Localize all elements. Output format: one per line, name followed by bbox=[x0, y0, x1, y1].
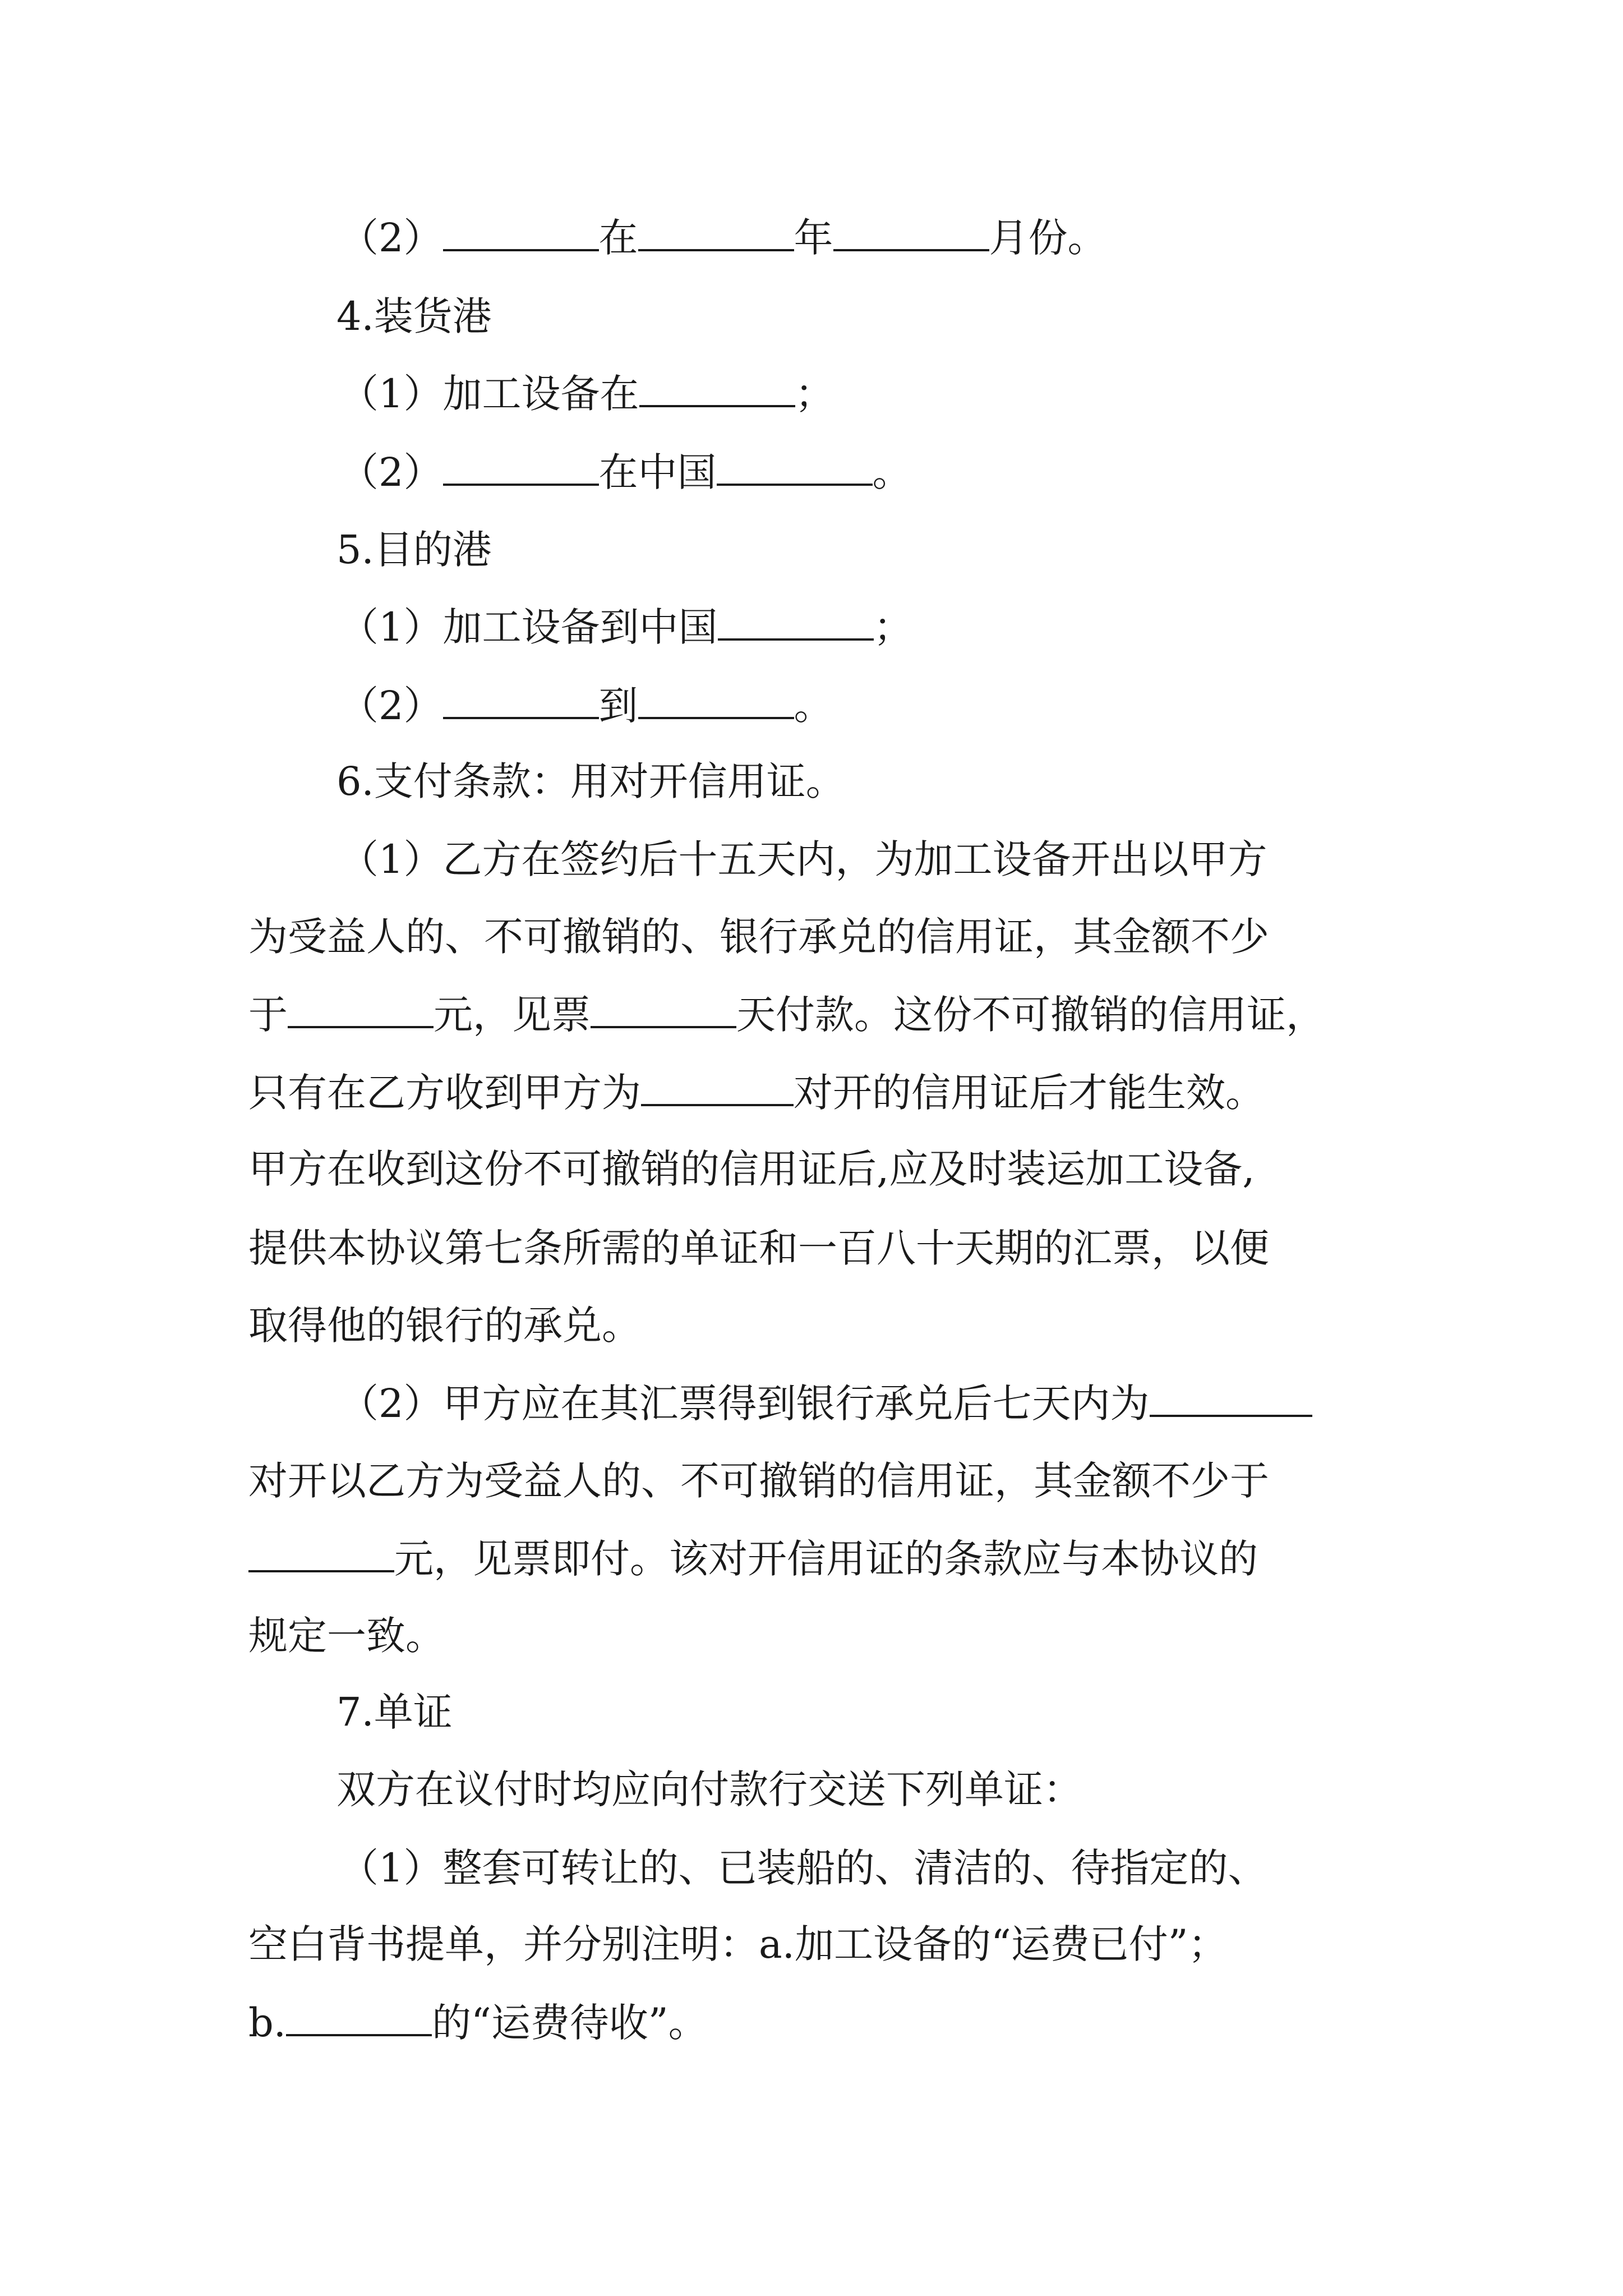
text-segment: 。 bbox=[872, 449, 912, 495]
fill-blank[interactable] bbox=[248, 1539, 394, 1572]
text-segment: 6.支付条款：用对开信用证。 bbox=[336, 758, 845, 804]
fill-blank[interactable] bbox=[638, 685, 794, 719]
text-line bbox=[248, 1536, 1258, 1582]
text-segment: 月份。 bbox=[989, 215, 1107, 261]
text-segment: 为受益人的、不可撤销的、银行承兑的信用证，其金额不少 bbox=[248, 914, 1269, 960]
text-line bbox=[248, 1921, 1228, 1967]
text-line bbox=[248, 992, 1325, 1038]
text-segment: （2） bbox=[339, 215, 443, 261]
text-segment: （2） bbox=[339, 449, 443, 495]
text-segment: （2） bbox=[339, 683, 443, 729]
fill-blank[interactable] bbox=[443, 218, 599, 251]
text-segment: 5.目的港 bbox=[336, 527, 492, 573]
fill-blank[interactable] bbox=[833, 218, 989, 251]
text-segment: 天付款。这份不可撤销的信用证， bbox=[736, 992, 1325, 1038]
fill-blank[interactable] bbox=[638, 218, 794, 251]
text-segment: 7.单证 bbox=[336, 1689, 453, 1735]
text-segment: ； bbox=[873, 604, 913, 650]
fill-blank[interactable] bbox=[443, 685, 599, 719]
text-line bbox=[339, 604, 913, 650]
text-line bbox=[248, 914, 1269, 960]
text-line bbox=[339, 215, 1107, 261]
text-segment: 于 bbox=[248, 992, 288, 1038]
text-segment: ； bbox=[795, 371, 834, 417]
fill-blank[interactable] bbox=[286, 2003, 432, 2036]
fill-blank[interactable] bbox=[288, 995, 434, 1028]
section-heading bbox=[336, 527, 492, 573]
fill-blank[interactable] bbox=[717, 452, 873, 486]
text-segment: （1）整套可转让的、已装船的、清洁的、待指定的、 bbox=[339, 1845, 1267, 1891]
text-segment: （2）甲方应在其汇票得到银行承兑后七天内为 bbox=[339, 1381, 1150, 1427]
text-segment: 规定一致。 bbox=[248, 1613, 445, 1659]
text-segment: 元，见票即付。该对开信用证的条款应与本协议的 bbox=[394, 1536, 1258, 1582]
text-segment: 空白背书提单，并分别注明：a.加工设备的“运费已付”； bbox=[248, 1921, 1228, 1967]
text-line bbox=[248, 2000, 708, 2046]
text-line bbox=[248, 1225, 1269, 1271]
text-segment: （1）加工设备在 bbox=[339, 371, 639, 417]
fill-blank[interactable] bbox=[591, 995, 736, 1028]
text-line bbox=[248, 1458, 1269, 1504]
fill-blank[interactable] bbox=[641, 1073, 794, 1106]
text-segment: （1）加工设备到中国 bbox=[339, 604, 718, 650]
text-segment: （1）乙方在签约后十五天内，为加工设备开出以甲方 bbox=[339, 836, 1267, 882]
text-segment: 对开的信用证后才能生效。 bbox=[794, 1070, 1265, 1116]
section-heading bbox=[336, 758, 845, 804]
text-line bbox=[339, 1381, 1312, 1427]
text-segment: 只有在乙方收到甲方为 bbox=[248, 1070, 641, 1116]
text-line bbox=[248, 1146, 1255, 1192]
text-segment: 取得他的银行的承兑。 bbox=[248, 1303, 641, 1349]
text-segment: 双方在议付时均应向付款行交送下列单证： bbox=[336, 1766, 1082, 1812]
fill-blank[interactable] bbox=[1150, 1383, 1312, 1417]
text-segment: 甲方在收到这份不可撤销的信用证后,应及时装运加工设备, bbox=[248, 1146, 1255, 1192]
text-line bbox=[339, 371, 834, 417]
fill-blank[interactable] bbox=[718, 607, 874, 641]
text-segment: 在 bbox=[598, 215, 638, 261]
section-heading bbox=[336, 293, 492, 339]
text-segment: 在中国 bbox=[598, 449, 717, 495]
text-segment: 对开以乙方为受益人的、不可撤销的信用证，其金额不少于 bbox=[248, 1458, 1269, 1504]
text-line bbox=[248, 1070, 1265, 1116]
text-segment: 到 bbox=[598, 683, 638, 729]
text-line bbox=[248, 1613, 445, 1659]
text-segment: 提供本协议第七条所需的单证和一百八十天期的汇票，以便 bbox=[248, 1225, 1269, 1271]
text-line bbox=[339, 683, 833, 729]
text-line bbox=[339, 836, 1267, 882]
text-segment: 4.装货港 bbox=[336, 293, 492, 339]
text-line bbox=[339, 1845, 1267, 1891]
fill-blank[interactable] bbox=[443, 452, 599, 486]
text-segment: 。 bbox=[794, 683, 833, 729]
fill-blank[interactable] bbox=[639, 374, 795, 407]
text-segment: 年 bbox=[794, 215, 833, 261]
text-line bbox=[336, 1766, 1082, 1812]
text-segment: 元，见票 bbox=[434, 992, 591, 1038]
section-heading bbox=[336, 1689, 453, 1735]
text-segment: b. bbox=[248, 2000, 287, 2046]
text-line bbox=[339, 449, 912, 495]
text-line bbox=[248, 1303, 641, 1349]
text-segment: 的“运费待收”。 bbox=[432, 2000, 708, 2046]
